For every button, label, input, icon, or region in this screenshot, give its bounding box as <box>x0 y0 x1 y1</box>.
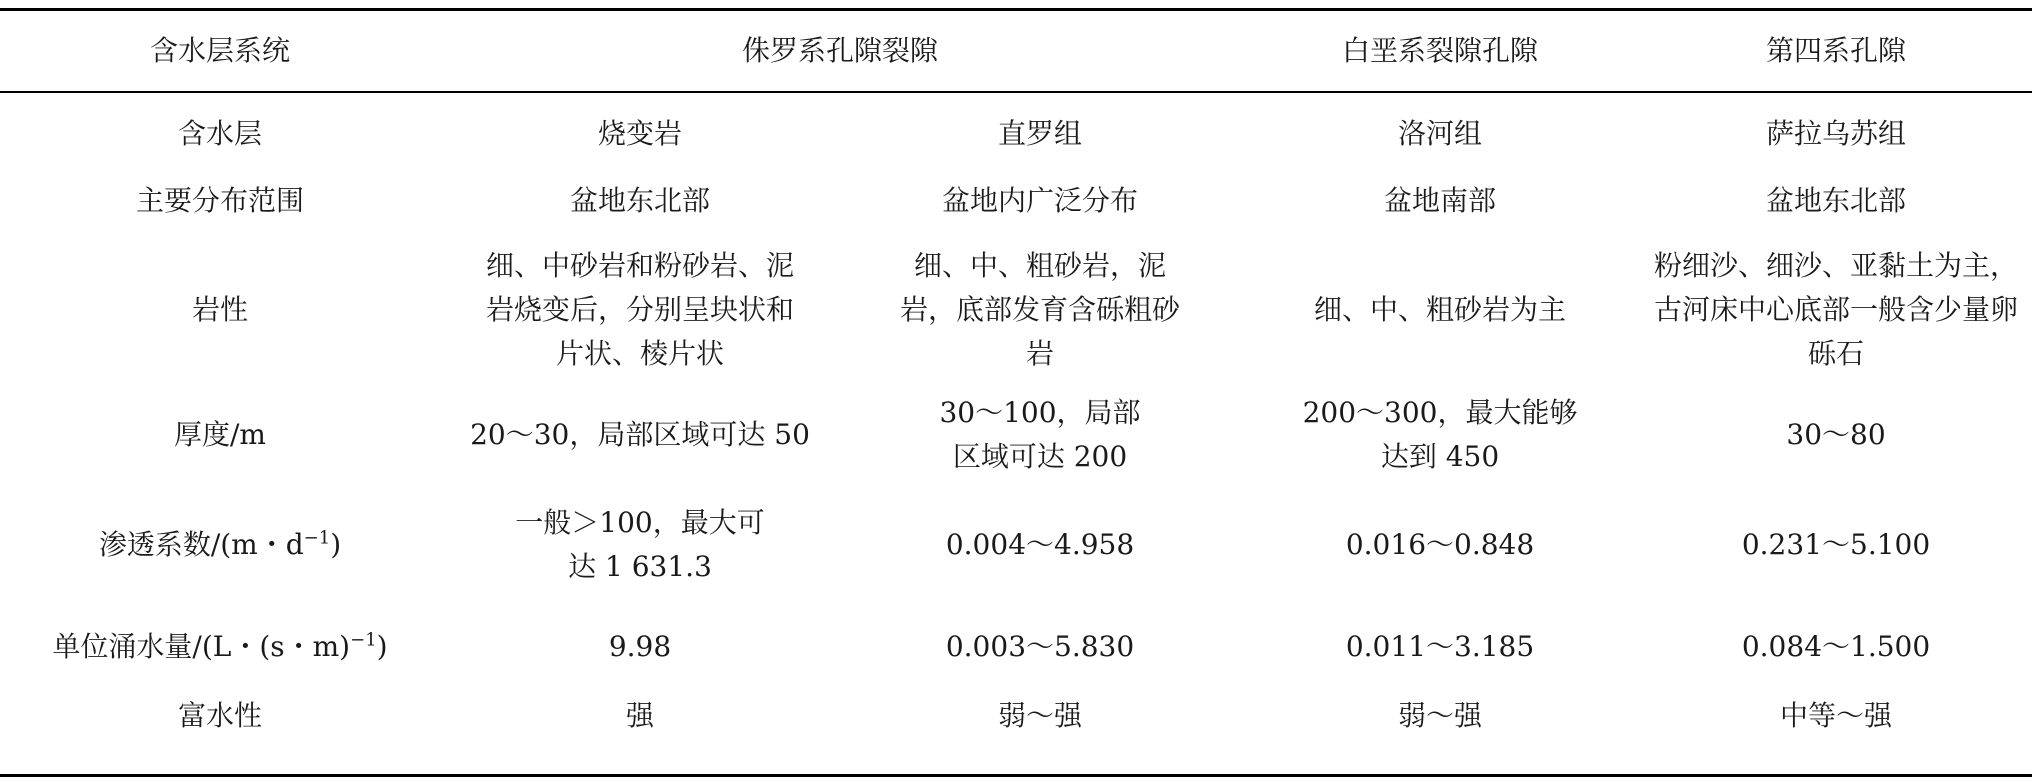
header-quaternary: 第四系孔隙 <box>1766 34 1907 67</box>
row-label: 含水层 <box>177 117 262 150</box>
table-cell: 粉细沙、细沙、亚黏土为主，古河床中心底部一般含少量卵砾石 <box>1654 249 2019 370</box>
header-jurassic: 侏罗系孔隙裂隙 <box>742 34 939 67</box>
table-cell: 直罗组 <box>998 117 1083 150</box>
table-cell: 细、中砂岩和粉砂岩、泥岩烧变后，分别呈块状和片状、棱片状 <box>485 249 794 370</box>
table-cell: 弱～强 <box>1398 699 1483 732</box>
table-cell: 盆地东北部 <box>569 184 710 217</box>
table-row <box>0 689 2032 749</box>
table-cell: 中等～强 <box>1780 699 1893 732</box>
table-row <box>0 385 2032 485</box>
table-cell: 一般＞100，最大可达 1 631.3 <box>515 506 765 583</box>
table-cell: 0.016～0.848 <box>1345 528 1535 561</box>
header-aquifer-system: 含水层系统 <box>149 34 290 67</box>
row-label: 厚度/m <box>174 418 266 451</box>
row-label <box>0 485 440 605</box>
table-cell: 0.011～3.185 <box>1345 630 1535 663</box>
table-cell: 盆地东北部 <box>1766 184 1907 217</box>
table-cell: 盆地南部 <box>1384 184 1497 217</box>
table-cell: 细、中、粗砂岩为主 <box>1314 293 1567 326</box>
table-cell: 强 <box>625 699 654 732</box>
row-label-end: ) <box>376 630 388 663</box>
header-cretaceous: 白垩系裂隙孔隙 <box>1342 34 1539 67</box>
table-cell: 萨拉乌苏组 <box>1766 117 1907 150</box>
table-cell: 30～80 <box>1786 418 1886 451</box>
row-label-end: ) <box>330 528 342 561</box>
table-row <box>0 605 2032 689</box>
row-label: 主要分布范围 <box>135 184 304 217</box>
table-cell: 20～30，局部区域可达 50 <box>470 418 810 451</box>
row-label <box>0 605 440 689</box>
row-label-main: 渗透系数/(m・d <box>98 528 304 561</box>
table-cell: 盆地内广泛分布 <box>942 184 1139 217</box>
row-label-superscript: −1 <box>303 527 331 549</box>
table-row <box>0 167 2032 235</box>
table-cell: 洛河组 <box>1398 117 1483 150</box>
header-row <box>0 11 2032 91</box>
table-cell: 0.004～4.958 <box>945 528 1135 561</box>
table-row <box>0 91 2032 167</box>
row-label: 岩性 <box>191 293 248 326</box>
table-row <box>0 485 2032 605</box>
row-label-main: 单位涌水量/(L・(s・m) <box>52 630 351 663</box>
row-label: 富水性 <box>177 699 262 732</box>
bottom-rule <box>0 774 2032 777</box>
data-table <box>0 11 2032 749</box>
table-cell: 烧变岩 <box>597 117 682 150</box>
table-cell: 9.98 <box>608 630 672 663</box>
table-cell: 0.231～5.100 <box>1741 528 1931 561</box>
table-cell: 细、中、粗砂岩，泥岩，底部发育含砾粗砂岩 <box>900 249 1181 370</box>
table-cell: 0.084～1.500 <box>1741 630 1931 663</box>
table-cell: 30～100，局部区域可达 200 <box>939 396 1141 473</box>
table-cell: 弱～强 <box>998 699 1083 732</box>
table-row <box>0 235 2032 385</box>
row-label-superscript: −1 <box>350 629 377 651</box>
table-cell: 0.003～5.830 <box>945 630 1135 663</box>
table-cell: 200～300，最大能够达到 450 <box>1302 396 1578 473</box>
